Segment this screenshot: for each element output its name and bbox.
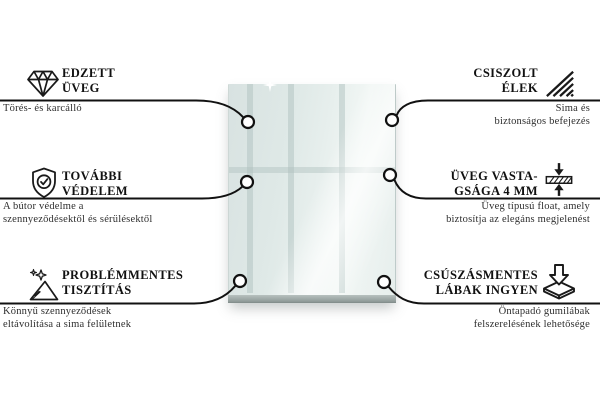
feature-subtitle-uveg-vastagsaga: Üveg típusú float, amely biztosítja az elegáns megjelenést [446,201,590,225]
glass-light-streak [229,84,395,303]
feature-subtitle-problemmentes-tisztitas: Könnyű szennyeződések eltávolítása a sima felületnek [3,306,132,330]
feature-title-problemmentes-tisztitas: PROBLÉMMENTES TISZTÍTÁS [62,268,184,297]
glass-bottom-edge [228,295,396,303]
shield-check-icon [28,166,60,200]
adhesive-feet-icon [542,263,576,302]
feature-title-tovabbi-vedelem: TOVÁBBI VÉDELEM [62,169,129,198]
glass-panel-image [228,84,396,303]
sparkle-icon [263,78,277,97]
polished-edges-icon [545,68,575,98]
feature-subtitle-edzett-uveg: Törés- és karcálló [3,103,82,114]
feature-title-edzett-uveg: EDZETT ÜVEG [62,66,116,95]
feature-subtitle-csiszolt-elek: Sima és biztonságos befejezés [494,103,590,127]
diamond-icon [27,69,59,98]
feature-subtitle-csuszasmentes-labak: Öntapadó gumilábak felszerelésének lehetősége [473,306,590,330]
feature-subtitle-tovabbi-vedelem: A bútor védelme a szennyeződésektől és sérülésektől [3,201,153,225]
feature-title-csiszolt-elek: CSISZOLT ÉLEK [473,66,538,95]
cleaning-sparkle-icon [27,268,61,302]
feature-title-csuszasmentes-labak: CSÚSZÁSMENTES LÁBAK INGYEN [423,268,538,297]
feature-title-uveg-vastagsaga: ÜVEG VASTA- GSÁGA 4 MM [450,169,538,198]
glass-thickness-icon [544,161,574,198]
